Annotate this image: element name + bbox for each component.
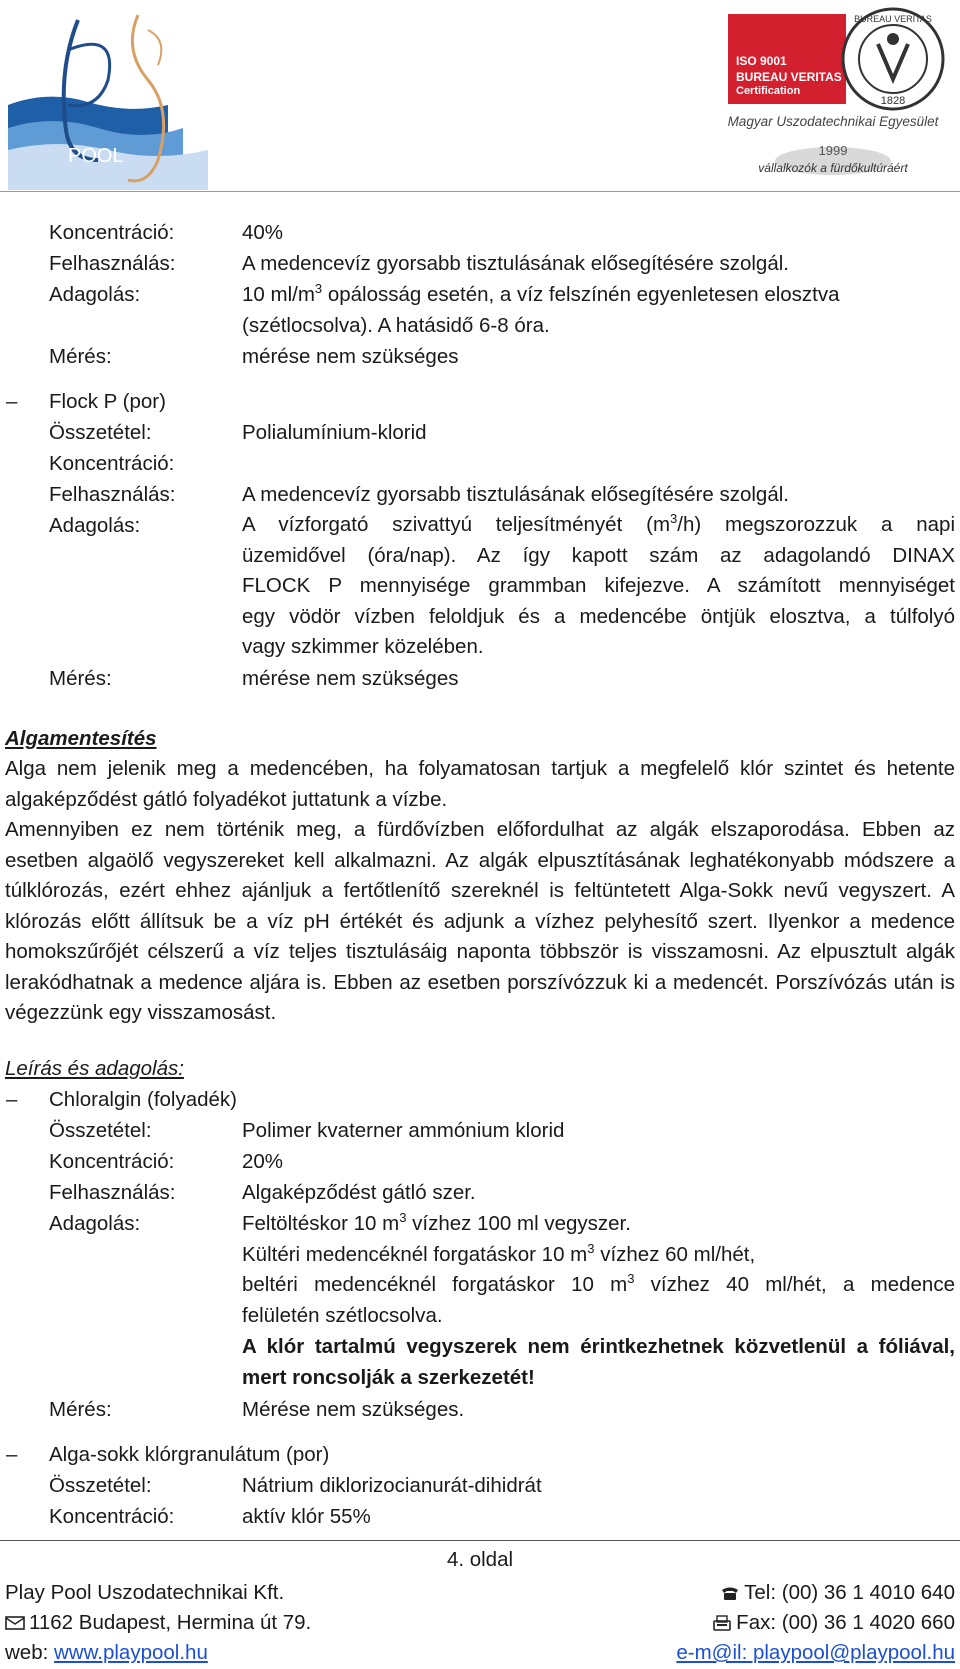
label: Koncentráció: — [49, 1505, 175, 1528]
label: Összetétel: — [49, 1119, 152, 1142]
label: Mérés: — [49, 667, 112, 690]
value: 40% — [242, 221, 284, 244]
label: Koncentráció: — [49, 452, 175, 475]
bullet-dash: – — [6, 1088, 18, 1111]
value: Mérése nem szükséges. — [242, 1398, 465, 1421]
product-name: Flock P (por) — [49, 390, 166, 413]
footer-address — [5, 1608, 311, 1639]
value: mérése nem szükséges — [242, 667, 459, 690]
assoc-name: Magyar Uszodatechnikai Egyesület — [727, 114, 939, 129]
association-logo — [712, 106, 954, 188]
bureau-veritas-certificate — [728, 14, 846, 104]
bureau-veritas-seal-icon — [838, 4, 948, 114]
label: Adagolás: — [49, 514, 141, 537]
label: Összetétel: — [49, 1474, 152, 1497]
section-heading-algamentesites: Algamentesítés — [5, 727, 157, 750]
footer-company: Play Pool Uszodatechnikai Kft. — [5, 1581, 285, 1604]
tel-text: Tel: (00) 36 1 4010 640 — [744, 1581, 955, 1604]
value: Nátrium diklorizocianurát-dihidrát — [242, 1474, 542, 1497]
address-text: 1162 Budapest, Hermina út 79. — [29, 1611, 312, 1634]
cert-sub: Certification — [736, 85, 801, 97]
value: 20% — [242, 1150, 284, 1173]
footer-web — [5, 1638, 208, 1669]
footer-email — [676, 1638, 955, 1669]
value: 10 $ml/m^3$ opálosság esetén, a víz felszínén egyenletesen elosztva — [242, 281, 840, 306]
label: Koncentráció: — [49, 1150, 175, 1173]
product-name: Alga-sokk klórgranulátum (por) — [49, 1443, 330, 1466]
email-link[interactable]: e-m@il: playpool@playpool.hu — [676, 1641, 955, 1664]
label: Adagolás: — [49, 1212, 141, 1235]
play-pool-logo — [8, 10, 228, 190]
value: Polimer kvaterner ammónium klorid — [242, 1119, 565, 1142]
value: (szétlocsolva). A hatásidő 6-8 óra. — [242, 314, 550, 337]
value: Polialumínium-klorid — [242, 421, 427, 444]
page-header — [0, 0, 960, 192]
chloralgin-adagolas-cont: beltéri medencéknél forgatáskor 10 $m^3$ vízhez 40 ml/hét, a medence felületén szétlocsolva. — [242, 1271, 955, 1327]
page-number: 4. oldal — [446, 1548, 514, 1571]
label: Összetétel: — [49, 421, 152, 444]
label: Koncentráció: — [49, 221, 175, 244]
alga-paragraph-2: Amennyiben ez nem történik meg, a fürdővízben előfordulhat az algák elszaporodása. Ebben az esetben algaölő vegyszereket kell alkalmazni. Az algák elpusztításának leghatékonyabb módszere a túlklórozás, ezért ehhez ajánljuk a fertőtlenítő szereknél is feltüntetett Alga-Sokk nevű vegyszert. A klórozás előtt állítsuk be a víz pH értékét és adjunk a vízhez pelyhesítő szert. Ilyenkor a medence homokszűrőjét célszerű a víz teljes tisztulásáig naponta többször is visszamosni. Az elpusztult algák lerakódhatnak a medence aljára is. Ebben az esetben porszívózzuk ki a medencét. Porszívózás után is végezzünk egy visszamosást. — [5, 818, 955, 1024]
value: Algaképződést gátló szer. — [242, 1181, 476, 1204]
chloralgin-warning: A klór tartalmú vegyszerek nem érintkezhetnek közvetlenül a fóliával, mert roncsolják a szerkezetét! — [242, 1335, 955, 1389]
footer-divider — [0, 1540, 960, 1541]
logo-text: POOL — [68, 145, 124, 167]
section-heading-leiras: Leírás és adagolás: — [5, 1057, 184, 1080]
web-label: web: — [5, 1641, 54, 1664]
fax-text: Fax: (00) 36 1 4020 660 — [736, 1611, 955, 1634]
label: Felhasználás: — [49, 483, 176, 506]
value: A medencevíz gyorsabb tisztulásának elősegítésére szolgál. — [242, 252, 789, 275]
value: Kültéri medencéknél forgatáskor 10 $m^3$ vízhez 60 ml/hét, — [242, 1241, 756, 1266]
fax-icon — [712, 1615, 732, 1631]
label: Felhasználás: — [49, 1181, 176, 1204]
cert-name: BUREAU VERITAS — [736, 70, 842, 84]
label: Adagolás: — [49, 283, 141, 306]
phone-icon — [720, 1585, 740, 1601]
product-name: Chloralgin (folyadék) — [49, 1088, 238, 1111]
footer-tel — [720, 1578, 955, 1609]
assoc-slogan: vállalkozók a fürdőkultúráért — [758, 161, 908, 175]
alga-paragraph-1: Alga nem jelenik meg a medencében, ha folyamatosan tartjuk a megfelelő klór szintet és hetente algaképződést gátló folyadékot juttatunk a vízbe. — [5, 757, 955, 811]
assoc-year: 1999 — [818, 143, 848, 158]
value: aktív klór 55% — [242, 1505, 371, 1528]
flock-adagolas-text: A vízforgató szivattyú teljesítményét $(m^3/h)$ megszorozzuk a napi üzemidővel (óra/nap). Az így kapott szám az adagolandó DINAX FLOCK P mennyisége grammban kifejezve. A számított mennyiséget egy vödör vízben feloldjuk és a medencébe öntjük elosztva, a túlfolyó vagy szkimmer közelében. — [242, 511, 956, 658]
label: Mérés: — [49, 345, 112, 368]
seal-text: BUREAU VERITAS — [854, 14, 932, 24]
cert-iso: ISO 9001 — [736, 54, 787, 68]
value: Feltöltéskor 10 $m^3$ vízhez 100 ml vegyszer. — [242, 1210, 631, 1235]
mail-envelope-icon — [5, 1615, 25, 1631]
header-divider — [0, 191, 960, 192]
label: Felhasználás: — [49, 252, 176, 275]
value: A medencevíz gyorsabb tisztulásának elősegítésére szolgál. — [242, 483, 789, 506]
footer-fax — [712, 1608, 955, 1639]
value: mérése nem szükséges — [242, 345, 459, 368]
seal-year: 1828 — [880, 95, 906, 107]
bullet-dash: – — [6, 390, 18, 413]
web-link[interactable]: www.playpool.hu — [54, 1641, 208, 1664]
bullet-dash: – — [6, 1443, 18, 1466]
label: Mérés: — [49, 1398, 112, 1421]
